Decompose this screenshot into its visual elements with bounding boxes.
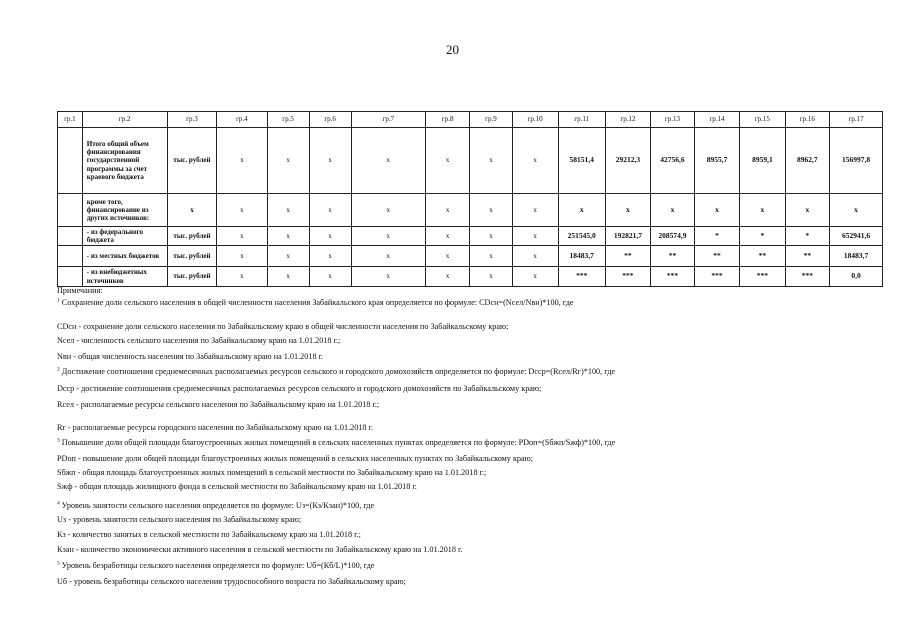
table-cell: 192821,7 [605, 227, 650, 246]
row-index-cell [58, 128, 83, 194]
note-text: Кэан - количество экономически активного населения в сельской местности по Забайкальскому краю на 1.01.2018 г. [57, 545, 463, 554]
table-cell: x [351, 246, 425, 267]
note-line [57, 577, 406, 586]
column-header: гр.14 [694, 112, 739, 128]
column-header: гр.1 [58, 112, 83, 128]
column-header: гр.5 [267, 112, 309, 128]
note-line [57, 322, 508, 331]
table-cell: x [217, 194, 267, 227]
row-unit: тыс. рублей [167, 246, 217, 267]
table-cell: *** [785, 267, 830, 287]
row-index-cell [58, 227, 83, 246]
note-line [57, 298, 574, 307]
table-cell: ** [694, 246, 739, 267]
table-cell: x [605, 194, 650, 227]
row-unit: тыс. рублей [167, 128, 217, 194]
note-line [57, 515, 301, 524]
table-cell: x [351, 128, 425, 194]
table-cell: x [512, 246, 558, 267]
table-cell: x [351, 267, 425, 287]
column-header: гр.7 [351, 112, 425, 128]
table-cell: x [785, 194, 830, 227]
table-cell: * [785, 227, 830, 246]
table-cell: ** [740, 246, 785, 267]
table-cell: x [512, 227, 558, 246]
table-cell: * [740, 227, 785, 246]
table-cell: x [830, 194, 883, 227]
note-line [57, 367, 615, 376]
note-line [57, 336, 340, 345]
row-unit: тыс. рублей [167, 227, 217, 246]
table-cell: *** [605, 267, 650, 287]
footnote-marker: 4 [57, 500, 60, 507]
row-index-cell [58, 246, 83, 267]
table-cell: x [470, 227, 512, 246]
column-header: гр.11 [558, 112, 605, 128]
table-cell: x [558, 194, 605, 227]
table-cell: x [267, 128, 309, 194]
column-header: гр.16 [785, 112, 830, 128]
table-cell: x [351, 194, 425, 227]
note-text: Nвн - общая численность населения по Забайкальскому краю на 1.01.2018 г. [57, 352, 324, 361]
note-line [57, 352, 323, 361]
column-header: гр.6 [309, 112, 351, 128]
table-cell: 29212,3 [605, 128, 650, 194]
table-row [58, 227, 883, 246]
footnote-marker: 3 [57, 437, 60, 444]
column-header: гр.12 [605, 112, 650, 128]
table-cell: x [267, 227, 309, 246]
column-header: гр.8 [425, 112, 470, 128]
table-cell: ** [605, 246, 650, 267]
table-cell: 208574,9 [651, 227, 695, 246]
note-text: Rсел - располагаемые ресурсы сельского населения по Забайкальскому краю на 1.01.2018 г.; [57, 400, 380, 409]
table-row [58, 246, 883, 267]
table-cell: *** [558, 267, 605, 287]
table-cell: x [217, 227, 267, 246]
table-cell: x [425, 246, 470, 267]
note-text: Уровень безработицы сельского населения определяется по формуле: Uб=(Кб/L)*100, где [61, 561, 375, 570]
note-text: Сохранение доли сельского населения в общей численности населения Забайкальского края определяется по формуле: CDсн=(Nсел/Nвн)*100, где [61, 298, 574, 307]
row-description: - из местных бюджетов [82, 246, 167, 267]
table-cell: x [309, 227, 351, 246]
row-index-cell [58, 267, 83, 287]
table-cell: x [470, 246, 512, 267]
table-cell: x [425, 267, 470, 287]
table-cell: x [217, 246, 267, 267]
table-cell: x [351, 227, 425, 246]
note-text: Dсср - достижение соотношения среднемесячных располагаемых ресурсов сельского и городского домохозяйств по Забайкальскому краю; [57, 384, 542, 393]
row-description: кроме того, финансирование из других источников: [82, 194, 167, 227]
note-line [57, 384, 541, 393]
note-text: Nсел - численность сельского населения по Забайкальскому краю на 1.01.2018 г.; [57, 336, 341, 345]
footnote-marker: 5 [57, 560, 60, 567]
table-cell: x [651, 194, 695, 227]
note-text: Кз - количество занятых в сельской местности по Забайкальскому краю на 1.01.2018 г.; [57, 530, 361, 539]
note-text: Rг - располагаемые ресурсы городского населения по Забайкальскому краю на 1.01.2018 г. [57, 423, 374, 432]
table-cell: x [470, 267, 512, 287]
table-cell: x [512, 267, 558, 287]
note-text: Uб - уровень безработицы сельского населения трудоспособного возраста по Забайкальскому краю; [57, 577, 406, 586]
table-cell: *** [694, 267, 739, 287]
note-line [57, 454, 533, 463]
table-cell: 42756,6 [651, 128, 695, 194]
table-cell: ** [785, 246, 830, 267]
table-cell: x [740, 194, 785, 227]
column-header: гр.4 [217, 112, 267, 128]
row-unit: тыс. рублей [167, 267, 217, 287]
table-cell: x [470, 128, 512, 194]
table-cell: 8962,7 [785, 128, 830, 194]
table-cell: x [267, 267, 309, 287]
note-text: CDсн - сохранение доли сельского населения по Забайкальскому краю в общей численности населения по Забайкальскому краю; [57, 322, 509, 331]
row-unit: x [167, 194, 217, 227]
column-header: гр.15 [740, 112, 785, 128]
note-line [57, 545, 463, 554]
note-text: Uз - уровень занятости сельского населения по Забайкальскому краю; [57, 515, 302, 524]
column-header: гр.17 [830, 112, 883, 128]
page-number: 20 [446, 42, 459, 57]
note-text: Sбжп - общая площадь благоустроенных жилых помещений в сельской местности по Забайкальскому краю на 1.01.2018 г.; [57, 468, 487, 477]
table-cell: x [425, 227, 470, 246]
note-line [57, 438, 615, 447]
table-cell: 0,0 [830, 267, 883, 287]
row-index-cell [58, 194, 83, 227]
note-line [57, 530, 361, 539]
row-description: - из федерального бюджета [82, 227, 167, 246]
note-text: Sжф - общая площадь жилищного фонда в сельской местности по Забайкальскому краю на 1.01.2018 г. [57, 482, 417, 491]
table-cell: x [425, 128, 470, 194]
table-row [58, 128, 883, 194]
table-cell: 58151,4 [558, 128, 605, 194]
table-cell: 652941,6 [830, 227, 883, 246]
row-description: - из внебюджетных источников [82, 267, 167, 287]
table-cell: x [217, 267, 267, 287]
table-row [58, 267, 883, 287]
note-line [57, 423, 373, 432]
note-text: Достижение соотношения среднемесячных располагаемых ресурсов сельского и городского домохозяйств определяется по формуле: Dсср=(Rсел/Rг)*100, где [61, 367, 615, 376]
table-cell: x [217, 128, 267, 194]
table-cell: x [309, 194, 351, 227]
column-header: гр.3 [167, 112, 217, 128]
table-cell: 8955,7 [694, 128, 739, 194]
note-line [57, 501, 374, 510]
table-cell: 18483,7 [558, 246, 605, 267]
table-cell: x [694, 194, 739, 227]
table-row [58, 194, 883, 227]
table-cell: x [470, 194, 512, 227]
table-cell: 18483,7 [830, 246, 883, 267]
footnote-marker: 1 [57, 297, 60, 304]
table-cell: x [267, 194, 309, 227]
column-header: гр.13 [651, 112, 695, 128]
table-cell: * [694, 227, 739, 246]
table-cell: *** [740, 267, 785, 287]
table-cell: x [309, 128, 351, 194]
table-cell: x [425, 194, 470, 227]
column-header: гр.2 [82, 112, 167, 128]
note-line [57, 561, 375, 570]
table-cell: 156997,8 [830, 128, 883, 194]
column-header: гр.9 [470, 112, 512, 128]
table-cell: *** [651, 267, 695, 287]
footnote-marker: 2 [57, 366, 60, 373]
notes-heading: Примечания: [57, 286, 103, 295]
note-line [57, 482, 417, 491]
row-description: Итого общий объем финансирования государственной программы за счет краевого бюджета [82, 128, 167, 194]
note-line [57, 468, 486, 477]
column-header: гр.10 [512, 112, 558, 128]
note-line [57, 400, 379, 409]
table-cell: 8959,1 [740, 128, 785, 194]
table-cell: x [309, 267, 351, 287]
table-cell: x [512, 128, 558, 194]
table-cell: x [309, 246, 351, 267]
note-text: Повышение доли общей площади благоустроенных жилых помещений в сельских населенных пунктах определяется по формуле: PDоп=(Sбжп/Sжф)*100, где [61, 438, 616, 447]
table-cell: ** [651, 246, 695, 267]
table-header-row [58, 112, 883, 128]
note-text: Уровень занятости сельского населения определяется по формуле: Uз=(Кз/Кэан)*100, где [61, 501, 375, 510]
table-cell: 251545,0 [558, 227, 605, 246]
table-cell: x [267, 246, 309, 267]
table-cell: x [512, 194, 558, 227]
financing-table [57, 111, 883, 287]
note-text: PDоп - повышение доли общей площади благоустроенных жилых помещений в сельских населенных пунктах по Забайкальскому краю; [57, 454, 534, 463]
